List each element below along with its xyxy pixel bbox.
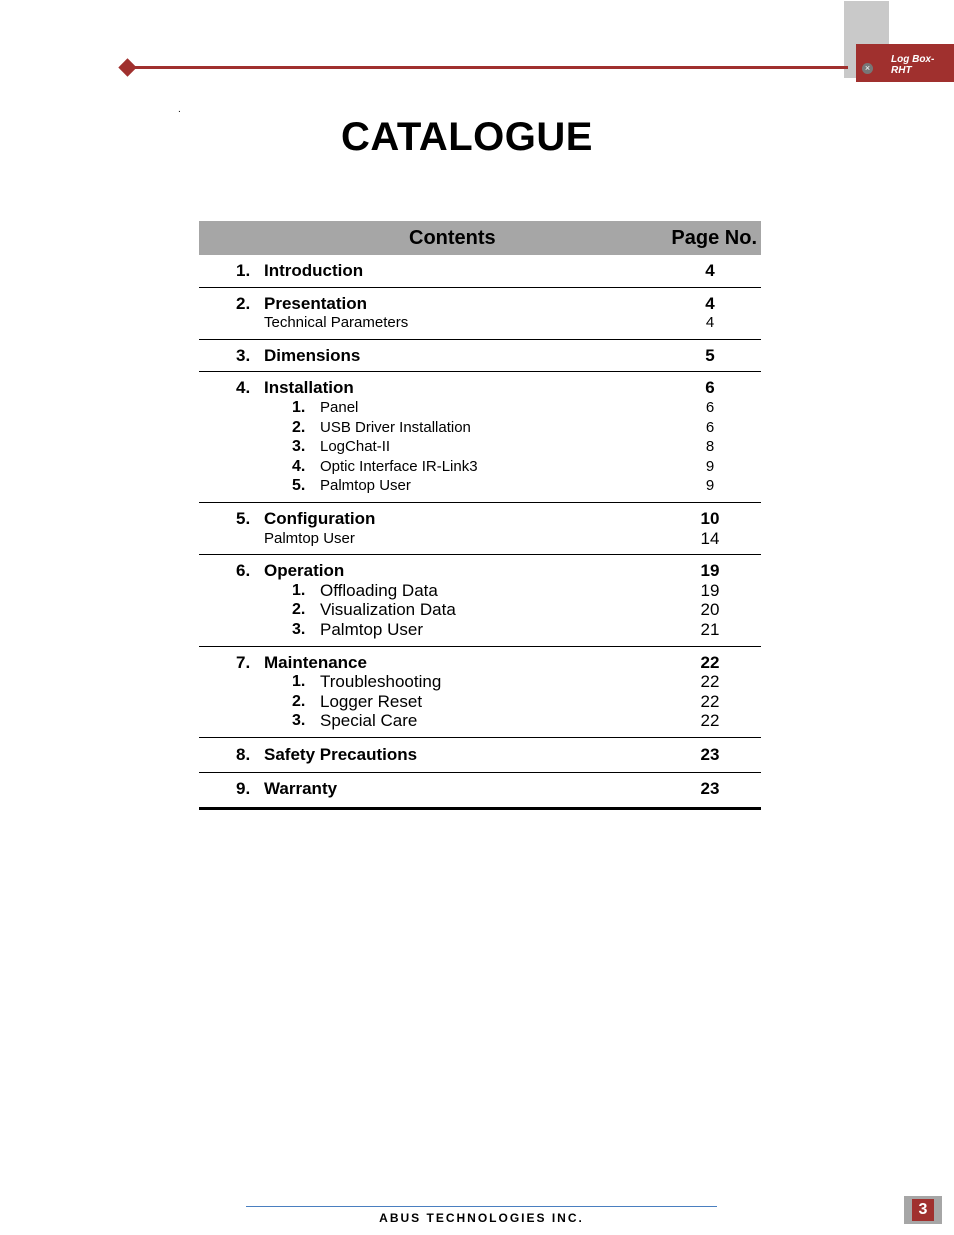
page-number-badge <box>904 1196 942 1224</box>
toc-entry[interactable] <box>199 261 761 281</box>
subsection-title: Special Care <box>320 711 418 731</box>
subsection-title: Optic Interface IR-Link3 <box>320 457 478 475</box>
subsection-number: 1. <box>292 581 306 599</box>
stray-dot: . <box>178 104 181 115</box>
section-title: Operation <box>264 561 345 581</box>
toc-subentry[interactable] <box>199 711 761 731</box>
section-title: Dimensions <box>264 345 361 365</box>
subsection-number: 1. <box>292 673 306 691</box>
section-title: Maintenance <box>264 652 367 672</box>
section-title: Safety Precautions <box>264 744 418 764</box>
toc-section <box>199 738 761 774</box>
toc-subentry[interactable] <box>199 581 761 601</box>
toc-subentry[interactable] <box>199 313 761 333</box>
page-number-label: 3 <box>912 1199 934 1221</box>
page-number: 4 <box>705 293 715 313</box>
page-number: 4 <box>705 314 715 332</box>
page-no-heading: Page No. <box>671 227 757 249</box>
page-number: 23 <box>700 744 720 764</box>
section-number: 3. <box>236 345 251 365</box>
toc-entry[interactable] <box>199 294 761 314</box>
page-number: 20 <box>700 600 720 620</box>
section-title: Presentation <box>264 293 367 313</box>
toc-section <box>199 503 761 555</box>
toc-section <box>199 555 761 646</box>
toc-subentry[interactable] <box>199 398 761 418</box>
section-number: 1. <box>236 261 251 280</box>
subsection-title: Palmtop User <box>264 529 355 547</box>
header-rule <box>128 66 848 69</box>
subsection-number: 4. <box>292 457 306 475</box>
section-number: 7. <box>236 652 251 672</box>
subsection-title: Troubleshooting <box>320 672 442 692</box>
subsection-number: 3. <box>292 620 306 638</box>
subsection-number: 2. <box>292 692 306 710</box>
section-number: 4. <box>236 378 251 398</box>
toc-entry[interactable] <box>199 779 761 799</box>
section-number: 6. <box>236 561 251 581</box>
toc-entry[interactable] <box>199 653 761 673</box>
subsection-title: Palmtop User <box>320 619 423 639</box>
toc-entry[interactable] <box>199 378 761 398</box>
toc-subentry[interactable] <box>199 418 761 438</box>
subsection-number: 5. <box>292 477 306 495</box>
toc-subentry[interactable] <box>199 672 761 692</box>
subsection-title: Panel <box>320 398 359 416</box>
subsection-title: Visualization Data <box>320 600 456 620</box>
subsection-number: 3. <box>292 438 306 456</box>
toc-subentry[interactable] <box>199 457 761 477</box>
section-title: Warranty <box>264 779 338 799</box>
page-number: 8 <box>705 438 715 456</box>
section-number: 2. <box>236 293 251 313</box>
subsection-title: Technical Parameters <box>264 314 409 332</box>
subsection-title: Offloading Data <box>320 580 438 600</box>
subsection-number: 2. <box>292 418 306 436</box>
toc-section <box>199 288 761 340</box>
toc-entry[interactable] <box>199 745 761 765</box>
page-number: 9 <box>705 457 715 475</box>
page-number: 9 <box>705 477 715 495</box>
footer-rule <box>246 1206 717 1207</box>
page-number: 21 <box>700 619 720 639</box>
page-number: 22 <box>700 652 720 672</box>
page-number: 23 <box>700 779 720 799</box>
toc-entry[interactable] <box>199 561 761 581</box>
subsection-number: 2. <box>292 601 306 619</box>
section-title: Introduction <box>264 261 364 280</box>
page-number: 6 <box>705 418 715 436</box>
page-number: 22 <box>700 691 720 711</box>
toc-subentry[interactable] <box>199 529 761 549</box>
toc-section <box>199 647 761 738</box>
section-title: Configuration <box>264 508 376 528</box>
subsection-title: LogChat-II <box>320 438 391 456</box>
page-number: 6 <box>705 378 715 398</box>
toc-section <box>199 372 761 503</box>
subsection-title: USB Driver Installation <box>320 418 471 436</box>
page-number: 4 <box>705 261 715 280</box>
toc-entry[interactable] <box>199 346 761 366</box>
page-number: 22 <box>700 672 720 692</box>
subsection-title: Palmtop User <box>320 477 411 495</box>
toc-subentry[interactable] <box>199 600 761 620</box>
subsection-number: 1. <box>292 398 306 416</box>
contents-table <box>199 221 761 810</box>
page-number: 14 <box>700 528 720 548</box>
toc-subentry[interactable] <box>199 476 761 496</box>
contents-heading: Contents <box>409 227 496 249</box>
close-circle-icon: × <box>862 63 873 74</box>
toc-section <box>199 340 761 373</box>
section-number: 9. <box>236 779 251 799</box>
footer-company: ABUS TECHNOLOGIES INC. <box>379 1211 584 1225</box>
toc-subentry[interactable] <box>199 437 761 457</box>
toc-subentry[interactable] <box>199 692 761 712</box>
page-number: 10 <box>700 508 720 528</box>
section-number: 8. <box>236 744 251 764</box>
table-header <box>199 221 761 255</box>
subsection-number: 3. <box>292 712 306 730</box>
page-number: 5 <box>705 345 715 365</box>
page-number: 22 <box>700 711 720 731</box>
section-number: 5. <box>236 508 251 528</box>
toc-entry[interactable] <box>199 509 761 529</box>
toc-subentry[interactable] <box>199 620 761 640</box>
doc-label: Log Box-RHT <box>856 44 954 82</box>
subsection-title: Logger Reset <box>320 691 423 711</box>
section-title: Installation <box>264 378 354 398</box>
toc-section <box>199 773 761 810</box>
toc-section <box>199 255 761 288</box>
page-number: 6 <box>705 398 715 416</box>
page-number: 19 <box>700 561 720 581</box>
page-title: CATALOGUE <box>341 115 593 159</box>
page-number: 19 <box>700 580 720 600</box>
diamond-icon <box>118 58 136 76</box>
